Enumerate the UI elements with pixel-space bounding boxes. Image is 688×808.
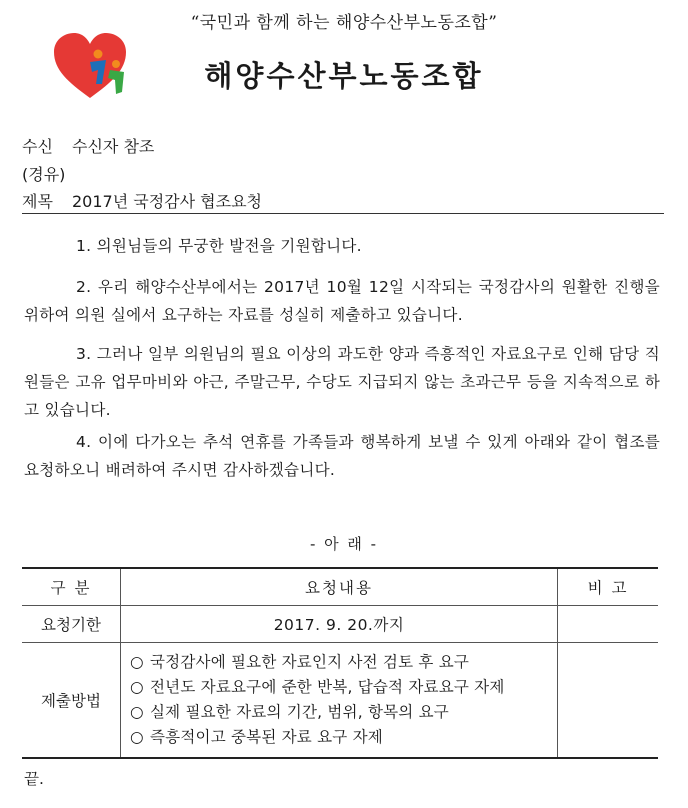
method-list [122,644,556,756]
via-line [22,162,65,185]
org-title: 해양수산부노동조합 [204,59,484,93]
table-header-row [22,568,658,606]
list-item: ○ 전년도 자료요구에 준한 반복, 답습적 자료요구 자제 [130,675,556,700]
paragraph-3: 3. 그러나 일부 의원님의 필요 이상의 과도한 양과 즉흥적인 자료요구로 인해 담당 직원들은 고유 업무마비와 야근, 주말근무, 수당도 지급되지 않는 초과근무 등을 지속적으로 하고 있습니다. [24,345,660,419]
list-item: ○ 실제 필요한 자료의 기간, 범위, 항목의 요구 [130,700,556,725]
list-item: ○ 국정감사에 필요한 자료인지 사전 검토 후 요구 [130,650,556,675]
recipient-label: 수신 [22,137,53,156]
request-table [22,567,658,759]
method-label: 제출방법 [22,643,121,759]
header-request-content: 요청내용 [121,568,558,606]
circle-bullet-icon: ○ [130,678,144,696]
list-item: ○ 즉흥적이고 중복된 자료 요구 자제 [130,725,556,750]
method-list-cell [121,643,558,759]
via-label: (경유) [22,165,66,184]
slogan: “국민과 함께 하는 해양수산부노동조합” [190,13,498,33]
circle-bullet-icon: ○ [130,703,144,721]
recipient-line [22,134,154,157]
subject-value: 2017년 국정감사 협조요청 [72,192,262,211]
end-mark: 끝. [24,770,44,788]
paragraph-2: 2. 우리 해양수산부에서는 2017년 10월 12일 시작되는 국정감사의 원활한 진행을 위하여 의원 실에서 요구하는 자료를 성실히 제출하고 있습니다. [24,278,660,324]
deadline-remarks [558,606,659,643]
circle-bullet-icon: ○ [130,728,144,746]
header-category: 구 분 [22,568,121,606]
table-row [22,643,658,759]
subject-label: 제목 [22,192,53,211]
header-divider [22,213,664,214]
method-remarks [558,643,659,759]
deadline-value: 2017. 9. 20.까지 [121,606,558,643]
subject-line [22,189,262,212]
paragraph-4: 4. 이에 다가오는 추석 연휴를 가족들과 행복하게 보낼 수 있게 아래와 같이 협조를 요청하오니 배려하여 주시면 감사하겠습니다. [24,433,660,479]
recipient-value: 수신자 참조 [72,137,155,156]
table-row [22,606,658,643]
header-remarks: 비 고 [558,568,659,606]
below-heading: - 아 래 - [309,535,379,553]
deadline-label: 요청기한 [22,606,121,643]
paragraph-1: 1. 의원님들의 무궁한 발전을 기원합니다. [76,237,362,255]
circle-bullet-icon: ○ [130,653,144,671]
